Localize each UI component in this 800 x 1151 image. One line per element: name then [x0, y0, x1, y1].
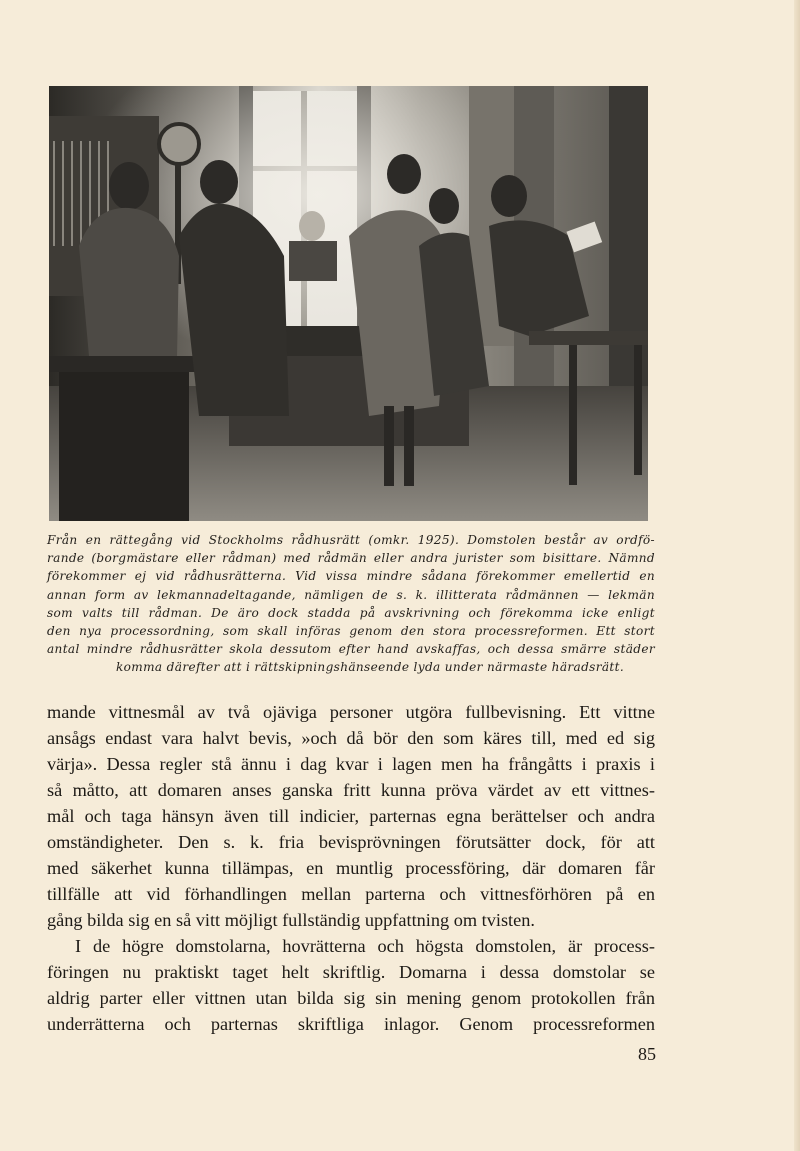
caption-line: komma därefter att i rättskipningshänseende lyda under närmaste häradsrätt.	[115, 660, 625, 675]
body-line: med säkerhet kunna tillämpas, en muntlig processföring, där domaren får	[47, 858, 655, 878]
body-line: mål och taga hänsyn även till indicier, parternas egna berättelser och andra	[47, 806, 655, 826]
body-line: tillfälle att vid förhandlingen mellan parterna och vittnesförhören på en	[47, 884, 655, 904]
body-line: så måtto, att domaren anses ganska fritt kunna pröva värdet av ett vittnes-	[47, 780, 655, 800]
body-line: underrätterna och parternas skriftliga inlagor. Genom processreformen	[47, 1014, 655, 1034]
body-line: mande vittnesmål av två ojäviga personer utgöra fullbevisning. Ett vittne	[47, 702, 655, 722]
page-edge	[794, 0, 800, 1151]
caption-line: Från en rättegång vid Stockholms rådhusrätt (omkr. 1925). Domstolen består av ordfö-	[47, 533, 655, 547]
body-line: gång bilda sig en så vitt möjligt fullständig uppfattning om tvisten.	[47, 910, 535, 930]
caption-line: som valts till rådman. De äro dock stadda på avskrivning och förekomma icke enligt	[47, 605, 655, 620]
body-line: värja». Dessa regler stå ännu i dag kvar i lagen men ha frångåtts i praxis i	[47, 754, 655, 774]
body-line: ansågs endast vara halvt bevis, »och då bör den som käres till, med ed sig	[47, 728, 655, 748]
caption-line: förekommer ej vid rådhusrätterna. Vid vissa mindre sådana förekommer emellertid en	[47, 569, 655, 584]
caption-line: annan form av lekmannadeltagande, nämligen de s. k. illitterata rådmännen — lekmän	[47, 587, 655, 602]
body-line: föringen nu praktiskt taget helt skriftlig. Domarna i dessa domstolar se	[47, 962, 655, 982]
caption-line: antal mindre rådhusrätter skola dessutom efter hand avskaffas, och dessa smärre städer	[47, 642, 655, 657]
body-line: aldrig parter eller vittnen utan bilda sig sin mening genom protokollen från	[47, 988, 655, 1008]
photo-caption	[47, 531, 655, 677]
body-text	[47, 699, 655, 1037]
page-number: 85	[638, 1044, 656, 1064]
caption-line: den nya processordning, som skall införas genom den stora processreformen. Ett stort	[47, 624, 655, 639]
body-line: I de högre domstolarna, hovrätterna och högsta domstolen, är process-	[75, 936, 655, 956]
courtroom-photo-drawing	[49, 86, 648, 521]
caption-line: rande (borgmästare eller rådman) med rådmän eller andra jurister som bisittare. Nämnd	[47, 551, 655, 566]
body-line: omständigheter. Den s. k. fria bevisprövningen förutsätter dock, för att	[47, 832, 655, 852]
courtroom-photograph	[49, 86, 648, 521]
